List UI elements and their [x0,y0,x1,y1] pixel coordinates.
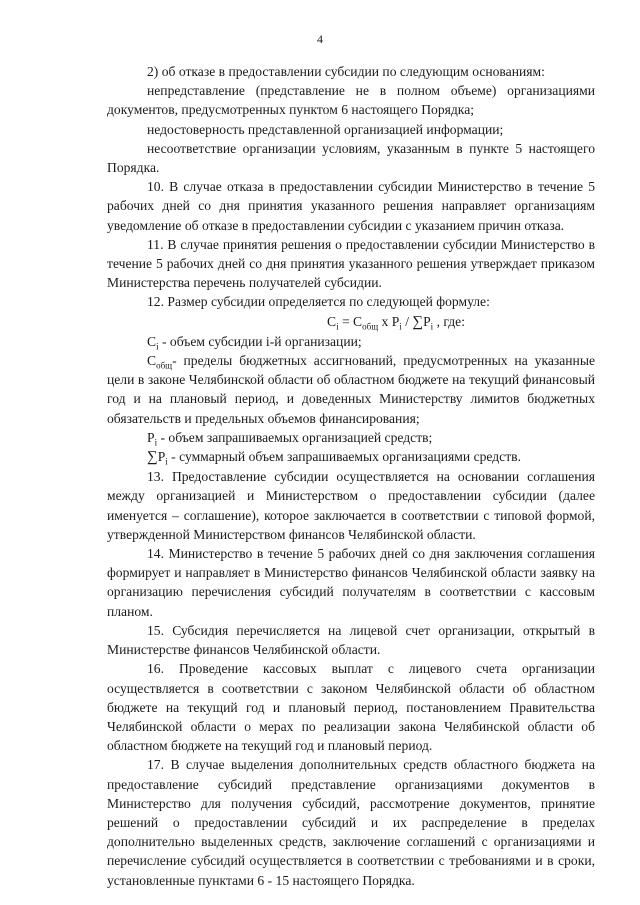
formula-sub-i3: i [430,321,434,332]
paragraph-11: 11. В случае принятия решения о предоставлении субсидии Министерство в течение 5 рабочих дней со дня принятия указанного решения утверждает приказом Министерства перечень получателей субсидии. [107,236,595,291]
paragraph-15: 15. Субсидия перечисляется на лицевой счет организации, открытый в Министерстве финансов Челябинской области. [107,622,595,658]
formula-sub-i: i [336,321,339,332]
formula-c: C [327,313,337,329]
paragraph-10: 10. В случае отказа в предоставлении субсидии Министерство в течение 5 рабочих дней со дня принятия указанного решения направляет организациям уведомление об отказе в предоставлении субсидии с указанием причин отказа. [107,179,595,233]
formula-div: / [401,313,413,329]
formula [107,312,595,332]
formula-p: P [423,313,431,329]
document-body [107,62,595,890]
formula-tail: , где: [433,313,465,329]
formula-sub-obsh: общ [362,321,379,332]
legend-pi: $P_i$ - объем запрашиваемых организацией средств; [147,429,433,448]
legend-cobsh: $C_{общ}-$ пределы бюджетных ассигнований, предусмотренных на указанные цели в законе Челябинской области об областном бюджете на текущий финансовый год и на плановый период, и доведенных Министерству лимитов бюджетных обязательств и предельных объемов финансирования; [107,353,595,426]
paragraph-12: 12. Размер субсидии определяется по следующей формуле: [147,294,490,310]
item2-reason3: несоответствие организации условиям, указанным в пункте 5 настоящего Порядка. [107,140,595,176]
formula-sub-i2: i [399,321,402,332]
paragraph-16: 16. Проведение кассовых выплат с лицевого счета организации осуществляется в соответствии с законом Челябинской области об областном бюджете на текущий год и плановый период, постановлением Правительства Челябинской области о мерах по реализации закона Челябинской области об областном бюджете на текущий год и плановый период. [107,661,595,754]
legend-ci: $C_i$ - объем субсидии i-й организации; [147,333,362,352]
item2-reason1: непредставление (представление не в полном объеме) организациями документов, предусмотренных пунктом 6 настоящего Порядка; [107,83,595,118]
sum-symbol: ∑ [412,313,424,330]
item2-lead: 2) об отказе в предоставлении субсидии по следующим основаниям: [147,64,545,79]
paragraph-13: 13. Предоставление субсидии осуществляется на основании соглашения между организацией и Министерством о предоставлении субсидии (далее именуется – соглашение), которое заключается в соответствии с типовой формой, утвержденной Министерством финансов Челябинской области. [107,469,595,542]
legend-sum-pi: $\sum P_i$ - суммарный объем запрашиваемых организациями средств. [147,449,521,467]
formula-x-p: x P [378,313,400,329]
item2-reason2: недостоверность представленной организацией информации; [147,121,504,137]
formula-eq: = C [338,313,363,329]
paragraph-17: 17. В случае выделения дополнительных средств областного бюджета на предоставление субсидий представление организациями документов в Министерство для получения субсидий, рассмотрение документов, принятие решений о предоставлении субсидий и их распределение в пределах дополнительно выделенных средств, заключение соглашений с организациями и перечисление субсидий осуществляется в соответствии с требованиями и в сроки, установленные пунктами 6 - 15 настоящего Порядка. [107,757,595,888]
paragraph-14: 14. Министерство в течение 5 рабочих дней со дня заключения соглашения формирует и направляет в Министерство финансов Челябинской области заявку на организацию перечисления субсидий получателям в соответствии с кассовым планом. [107,546,595,619]
page-number: 4 [317,32,323,46]
